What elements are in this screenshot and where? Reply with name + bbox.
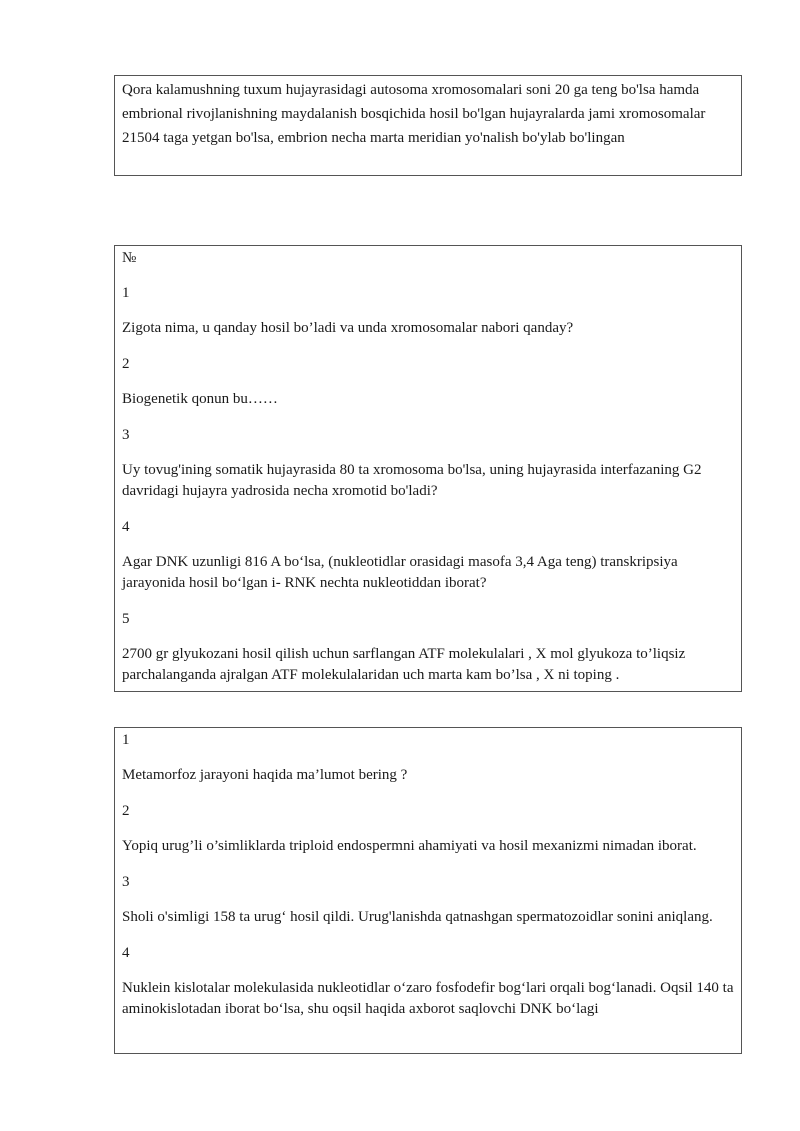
problem-box-1 (114, 75, 742, 176)
question-text: 2700 gr glyukozani hosil qilish uchun sarflangan ATF molekulalari , X mol glyukoza to’liqsiz parchalanganda ajralgan ATF molekulalaridan uch marta kam bo’lsa , X ni toping . (122, 646, 686, 683)
question-table-2 (114, 727, 742, 1054)
question-text: Sholi o'simligi 158 ta urug‘ hosil qildi. Urug'lanishda qatnashgan spermatozoidlar sonini aniqlang. (122, 909, 713, 925)
question-number: 3 (122, 427, 130, 443)
question-number: 1 (122, 732, 130, 748)
problem-1-text: Qora kalamushning tuxum hujayrasidagi autosoma xromosomalari soni 20 ga teng bo'lsa hamda embrional rivojlanishning maydalanish bosqichida hosil bo'lgan hujayralarda jami xromosomalar 21504 taga yetgan bo'lsa, embrion necha marta meridian yo'nalish bo'ylab bo'lingan (122, 82, 706, 146)
question-text: Metamorfoz jarayoni haqida ma’lumot bering ? (122, 767, 408, 783)
question-table-1 (114, 245, 742, 692)
question-text: Zigota nima, u qanday hosil bo’ladi va unda xromosomalar nabori qanday? (122, 320, 574, 336)
question-number: 1 (122, 285, 130, 301)
question-number: 3 (122, 874, 130, 890)
question-number: 4 (122, 519, 130, 535)
question-number: 2 (122, 356, 130, 372)
question-number: 2 (122, 803, 130, 819)
question-text: Biogenetik qonun bu…… (122, 391, 278, 407)
question-text: Nuklein kislotalar molekulasida nukleotidlar o‘zaro fosfodefir bog‘lari orqali bog‘lanadi. Oqsil 140 ta aminokislotadan iborat bo‘lsa, shu oqsil haqida axborot saqlovchi DNK bo‘lagi (122, 980, 734, 1017)
number-header: № (122, 250, 137, 266)
question-text: Yopiq urug’li o’simliklarda triploid endospermni ahamiyati va hosil mexanizmi nimadan iborat. (122, 838, 697, 854)
question-text: Uy tovug'ining somatik hujayrasida 80 ta xromosoma bo'lsa, uning hujayrasida interfazaning G2 davridagi hujayra yadrosida necha xromotid bo'ladi? (122, 462, 702, 499)
question-number: 4 (122, 945, 130, 961)
question-text: Agar DNK uzunligi 816 A bo‘lsa, (nukleotidlar orasidagi masofa 3,4 Aga teng) transkripsiya jarayonida hosil bo‘lgan i- RNK nechta nukleotiddan iborat? (122, 554, 678, 591)
question-number: 5 (122, 611, 130, 627)
